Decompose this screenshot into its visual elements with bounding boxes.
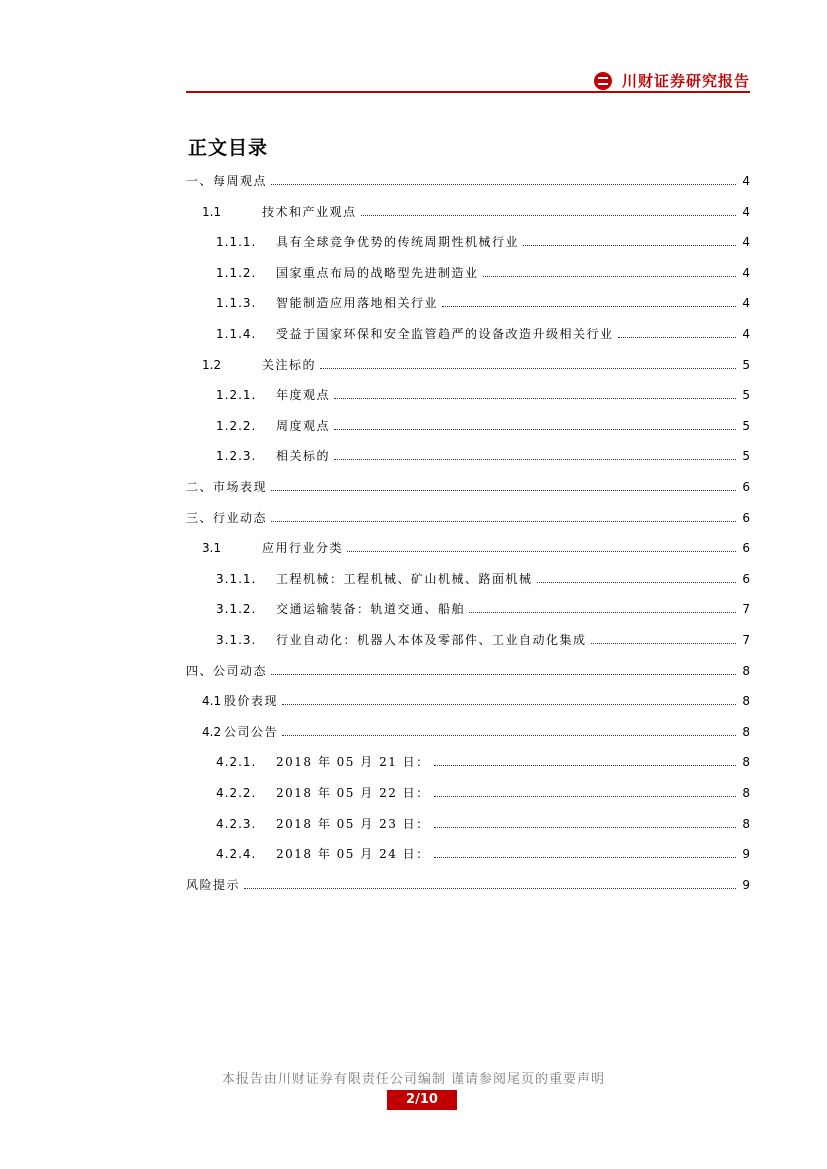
toc-entry-page: 4 [742,327,750,341]
toc-entry-text: 具有全球竞争优势的传统周期性机械行业 [276,235,520,250]
toc-entry-page: 5 [742,357,750,372]
toc-entry[interactable] [186,782,750,800]
toc-entry-number: 1.2 [202,357,222,372]
toc-entry[interactable] [186,445,750,463]
toc-entry-number: 1.2.2. [216,418,257,433]
toc-entry-number: 4.2.3. [216,816,257,831]
toc-entry[interactable] [186,721,750,739]
toc-leader [334,429,736,430]
header-divider [186,91,750,93]
toc-entry-page: 5 [742,418,750,433]
toc-leader [244,888,736,889]
toc-entry-number: 4.2 [202,724,222,739]
toc-entry-page: 7 [742,602,750,617]
footer-notice: 本报告由川财证券有限责任公司编制 谨请参阅尾页的重要声明 [221,1072,606,1087]
toc-leader [361,215,736,216]
toc-entry-text: 受益于国家环保和安全监管趋严的设备改造升级相关行业 [276,327,614,341]
toc-leader [537,582,736,583]
toc-leader [282,735,736,736]
toc-entry-page: 8 [742,816,750,831]
toc-entry-text: 2018 年 05 月 21 日： [276,755,430,770]
toc-entry-text: 2018 年 05 月 23 日： [276,816,430,831]
toc-entry-number: 1.1 [202,204,222,219]
toc-leader [434,765,736,766]
toc-leader [271,184,736,185]
page-header [186,62,750,94]
toc-entry-text: 四、公司动态 [186,663,268,678]
toc-leader [271,521,736,522]
toc-entry[interactable] [186,323,750,341]
toc-leader [591,643,736,644]
toc-entry-number: 1.1.4. [216,327,257,341]
toc-entry-page: 5 [742,449,750,464]
toc-entry-page: 4 [742,265,750,280]
toc-leader [523,245,736,246]
toc-entry-text: 公司公告 [224,724,279,739]
toc-entry[interactable] [186,629,750,647]
toc-entry-number: 1.1.2. [216,265,257,280]
toc-entry-text: 2018 年 05 月 22 日： [276,786,430,800]
toc-entry-text: 国家重点布局的战略型先进制造业 [276,265,479,280]
toc-entry-text: 2018 年 05 月 24 日： [276,847,430,862]
toc-entry-number: 4.2.1. [216,755,257,770]
toc-leader [282,704,736,705]
toc-entry[interactable] [186,813,750,831]
toc-entry-page: 6 [742,510,750,525]
toc-leader [271,674,736,675]
toc-entry-page: 6 [742,571,750,586]
toc-entry-page: 6 [742,541,750,556]
toc-entry-number: 1.1.1. [216,235,257,250]
page-indicator: 2/10 [387,1090,457,1110]
toc-entry[interactable] [186,415,750,433]
toc-entry[interactable] [186,874,750,892]
toc-entry-text: 应用行业分类 [262,541,344,556]
toc-entry-page: 8 [742,694,750,709]
toc-entry-text: 关注标的 [262,357,317,372]
toc-entry-page: 5 [742,388,750,403]
toc-entry[interactable] [186,292,750,310]
toc-entry-page: 4 [742,204,750,219]
toc-entry-number: 3.1 [202,541,222,556]
toc-entry[interactable] [186,170,750,188]
toc-leader [434,857,736,858]
toc-entry-text: 相关标的 [276,449,331,464]
toc-entry[interactable] [186,843,750,861]
toc-leader [469,612,736,613]
toc-entry-text: 交通运输装备：轨道交通、船舶 [276,602,466,617]
toc-leader [442,306,736,307]
toc-entry-number: 3.1.3. [216,633,257,647]
toc-entry-number: 1.2.3. [216,449,257,464]
toc-entry-page: 4 [742,296,750,311]
toc-entry[interactable] [186,262,750,280]
toc-entry[interactable] [186,537,750,555]
toc-entry-text: 年度观点 [276,388,331,403]
toc-entry-text: 三、行业动态 [186,510,268,525]
toc-entry[interactable] [186,568,750,586]
toc-entry-page: 9 [742,847,750,862]
toc-leader [334,459,736,460]
toc-leader [483,276,736,277]
toc-leader [320,368,736,369]
toc-title: 正文目录 [188,137,269,159]
toc-entry-text: 风险提示 [186,877,241,892]
toc-leader [434,796,736,797]
toc-entry[interactable] [186,751,750,769]
toc-entry-page: 8 [742,755,750,770]
toc-entry-text: 股价表现 [224,694,279,709]
toc-leader [347,551,736,552]
toc-entry-text: 行业自动化：机器人本体及零部件、工业自动化集成 [276,633,587,647]
toc-entry-page: 4 [742,174,750,188]
toc-leader [618,337,736,338]
toc-entry-page: 8 [742,663,750,678]
toc-entry-page: 6 [742,480,750,494]
toc-entry-number: 1.1.3. [216,296,257,311]
toc-entry[interactable] [186,384,750,402]
toc-entry-page: 9 [742,877,750,892]
toc-entry-number: 3.1.1. [216,571,257,586]
toc-entry-text: 一、每周观点 [186,174,268,188]
toc-entry[interactable] [186,598,750,616]
toc-entry-number: 3.1.2. [216,602,257,617]
toc-entry-number: 4.1 [202,694,222,709]
toc-entry[interactable] [186,231,750,249]
brand-name: 川财证券研究报告 [621,72,750,90]
toc-entry-text: 工程机械：工程机械、矿山机械、路面机械 [276,571,533,586]
toc-leader [434,827,736,828]
toc-entry-text: 二、市场表现 [186,480,268,494]
toc-entry[interactable] [186,507,750,525]
toc-entry-number: 4.2.4. [216,847,257,862]
toc-entry-page: 8 [742,724,750,739]
brand-logo-icon [594,72,612,90]
toc-entry[interactable] [186,476,750,494]
toc-entry-text: 周度观点 [276,418,331,433]
toc-entry[interactable] [186,201,750,219]
toc-entry-text: 技术和产业观点 [262,204,357,219]
toc-entry-page: 8 [742,786,750,800]
toc-entry[interactable] [186,660,750,678]
brand [594,70,750,91]
toc-entry-number: 4.2.2. [216,786,257,800]
toc-entry[interactable] [186,354,750,372]
toc-leader [334,398,736,399]
toc-entry-text: 智能制造应用落地相关行业 [276,296,439,311]
toc-entry-page: 7 [742,633,750,647]
toc-entry[interactable] [186,690,750,708]
toc-entry-page: 4 [742,235,750,250]
toc-leader [271,490,736,491]
toc-entry-number: 1.2.1. [216,388,257,403]
